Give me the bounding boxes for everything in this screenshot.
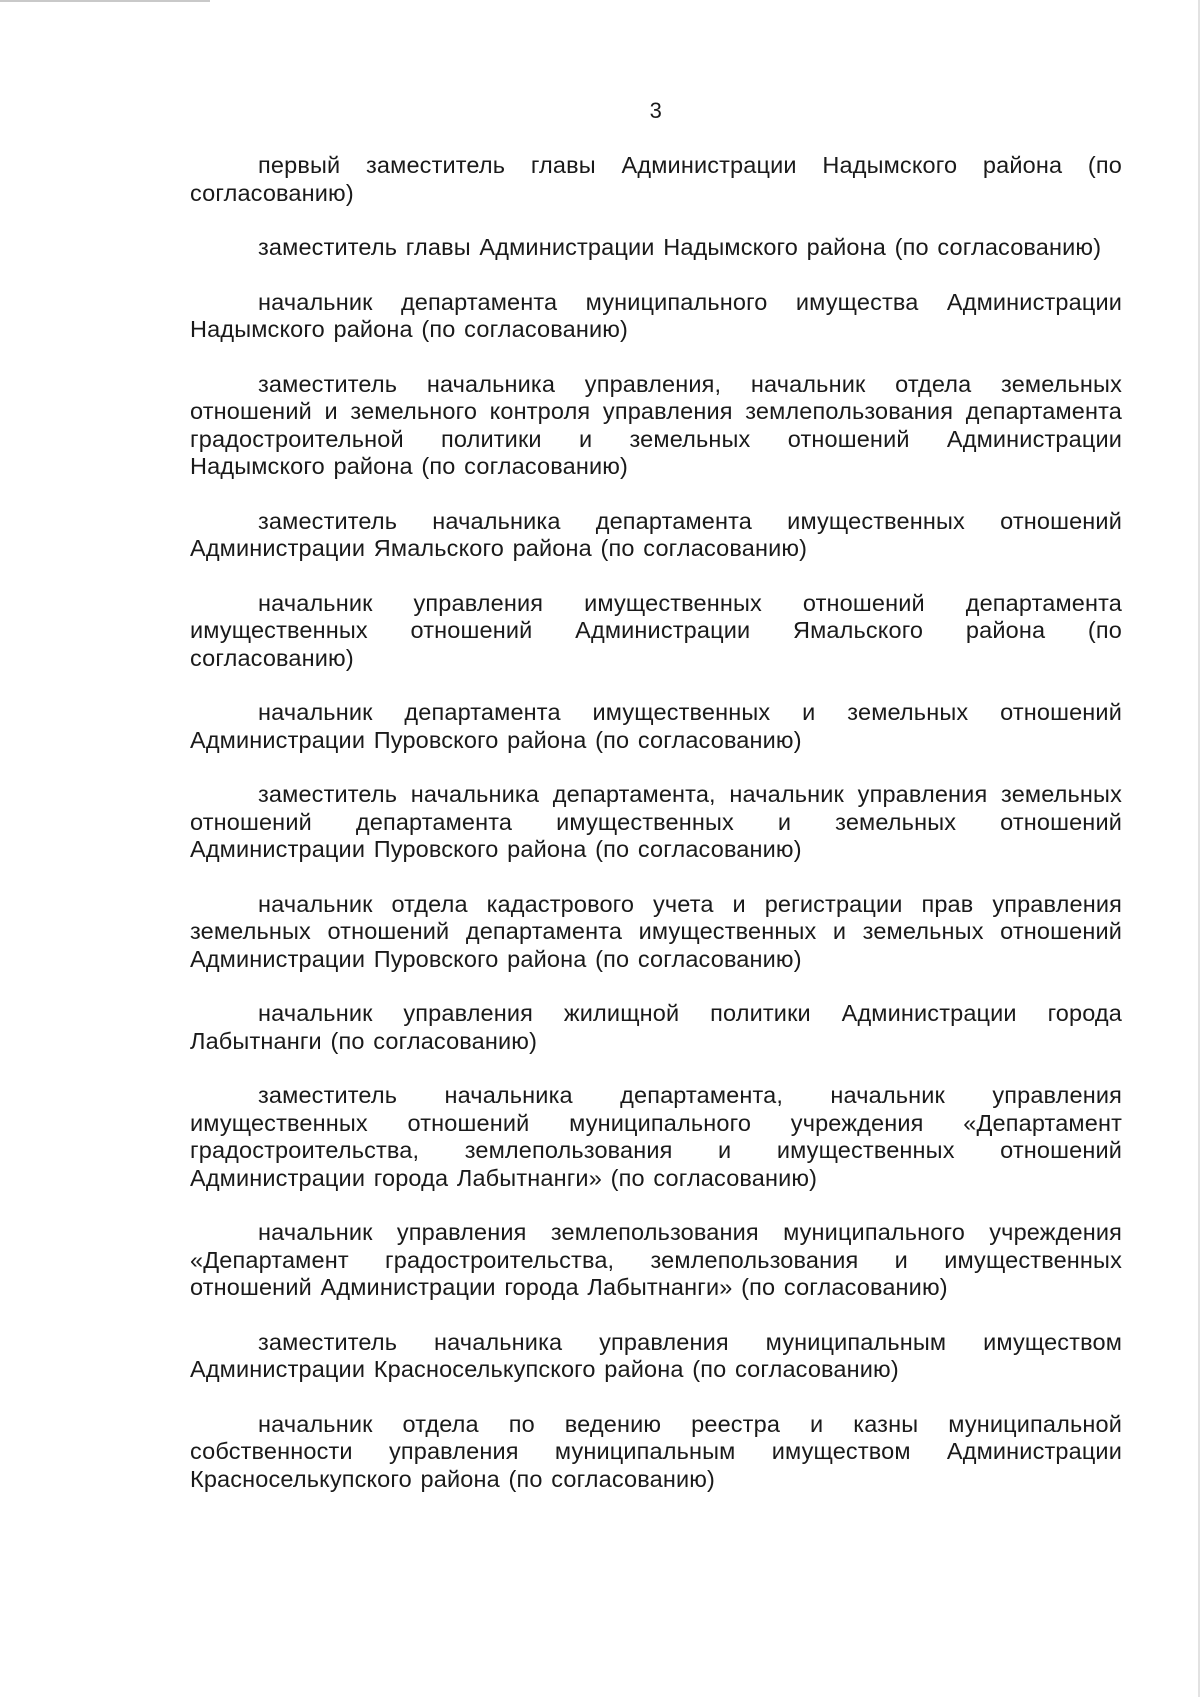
list-item: заместитель главы Администрации Надымского района (по согласованию) (258, 234, 1102, 260)
list-item: начальник управления жилищной политики Администрации города Лабытнанги (по согласованию) (190, 1000, 1122, 1054)
list-item: заместитель начальника управления, начальник отдела земельных отношений и земельного контроля управления землепользования департамента градостроительной политики и земельных отношений Администрации Надымского района (по согласованию) (190, 370, 1122, 479)
list-item: заместитель начальника департамента имущественных отношений Администрации Ямальского района (по согласованию) (190, 507, 1122, 561)
list-item: начальник управления имущественных отношений департамента имущественных отношений Администрации Ямальского района (по согласованию) (190, 589, 1122, 671)
list-item: начальник управления землепользования муниципального учреждения «Департамент градостроительства, землепользования и имущественных отношений Администрации города Лабытнанги» (по согласованию) (190, 1219, 1122, 1300)
list-item: начальник департамента муниципального имущества Администрации Надымского района (по согласованию) (190, 288, 1122, 342)
list-item: заместитель начальника департамента, начальник управления имущественных отношений муниципального учреждения «Департамент градостроительства, землепользования и имущественных отношений Администрации города Лабытнанги» (по согласованию) (190, 1082, 1122, 1191)
list-item: начальник отдела кадастрового учета и регистрации прав управления земельных отношений департамента имущественных и земельных отношений Администрации Пуровского района (по согласованию) (190, 890, 1122, 972)
page-number: 3 (649, 98, 663, 123)
list-item: начальник отдела по ведению реестра и казны муниципальной собственности управления муниципальным имуществом Администрации Красноселькупского района (по согласованию) (190, 1410, 1122, 1492)
member-list (190, 152, 1122, 1520)
scan-edge-top (0, 0, 210, 2)
list-item: заместитель начальника департамента, начальник управления земельных отношений департамента имущественных и земельных отношений Администрации Пуровского района (по согласованию) (190, 781, 1122, 862)
list-item: первый заместитель главы Администрации Надымского района (по согласованию) (190, 152, 1122, 206)
list-item: заместитель начальника управления муниципальным имуществом Администрации Красноселькупского района (по согласованию) (190, 1328, 1122, 1382)
list-item: начальник департамента имущественных и земельных отношений Администрации Пуровского района (по согласованию) (190, 699, 1122, 753)
